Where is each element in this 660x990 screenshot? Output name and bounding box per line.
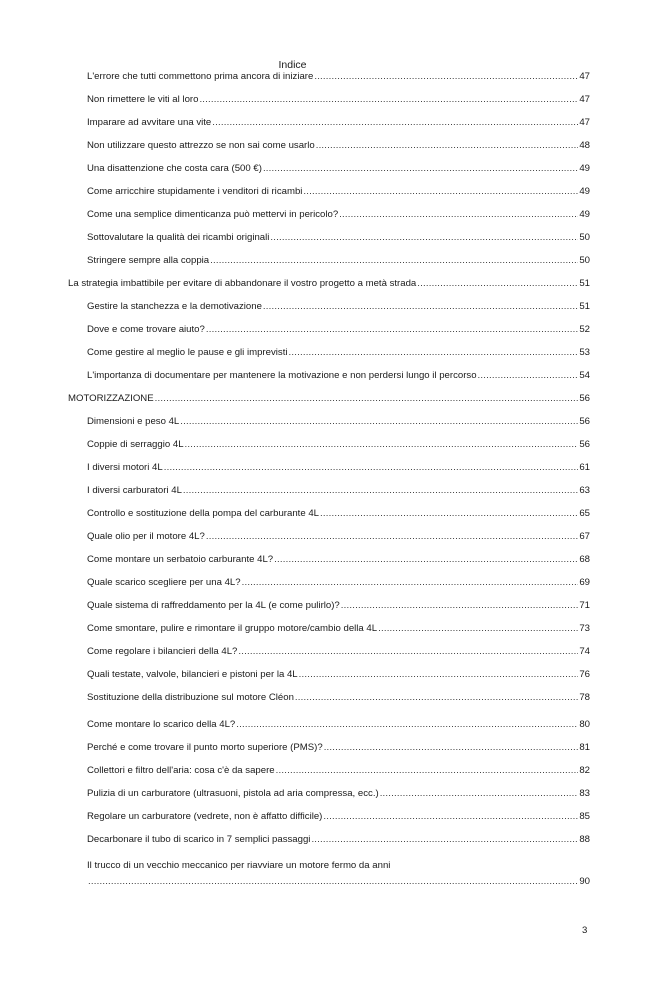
dot-leader (185, 438, 579, 452)
toc-entry-text: L'importanza di documentare per mantenere la motivazione e non perdersi lungo il percorso (87, 370, 477, 381)
toc-page-number: 54 (579, 370, 590, 381)
dot-leader (242, 576, 579, 590)
toc-entry[interactable] (87, 139, 590, 153)
toc-entry[interactable] (68, 277, 590, 291)
toc-page-number: 51 (579, 301, 590, 312)
toc-entry[interactable] (87, 599, 590, 613)
toc-page-number: 81 (579, 742, 590, 753)
dot-leader (155, 392, 579, 406)
dot-leader (206, 323, 578, 337)
dot-leader (303, 185, 578, 199)
toc-page-number: 71 (579, 600, 590, 611)
toc-entry-text: I diversi carburatori 4L (87, 485, 182, 496)
toc-page-number: 61 (579, 462, 590, 473)
toc-entry[interactable] (87, 185, 590, 199)
toc-page-number: 56 (579, 393, 590, 404)
toc-entry-text: Sottovalutare la qualità dei ricambi originali (87, 232, 270, 243)
toc-page-number: 50 (579, 232, 590, 243)
dot-leader (380, 787, 579, 801)
toc-page-number: 85 (579, 811, 590, 822)
toc-entry-text: Gestire la stanchezza e la demotivazione (87, 301, 262, 312)
dot-leader (276, 764, 579, 778)
dot-leader (299, 668, 579, 682)
toc-entry[interactable] (87, 764, 590, 778)
toc-entry[interactable] (87, 645, 590, 659)
toc-entry[interactable] (87, 116, 590, 130)
toc-entry[interactable] (87, 787, 590, 801)
toc-entry[interactable] (87, 70, 590, 84)
toc-page-number: 49 (579, 209, 590, 220)
toc-entry-text: Una disattenzione che costa cara (500 €) (87, 163, 262, 174)
dot-leader (238, 645, 578, 659)
toc-entry[interactable] (87, 530, 590, 544)
toc-entry-text: Come una semplice dimenticanza può mettervi in pericolo? (87, 209, 339, 220)
dot-leader (417, 277, 578, 291)
toc-entry[interactable] (87, 369, 590, 383)
toc-entry-text: Quale sistema di raffreddamento per la 4L (e come pulirlo)? (87, 600, 340, 611)
toc-page-number: 56 (579, 439, 590, 450)
toc-entry[interactable] (87, 208, 590, 222)
toc-page-number: 68 (579, 554, 590, 565)
toc-entry-text: Perché e come trovare il punto morto superiore (PMS)? (87, 742, 323, 753)
toc-entry-text: Quali testate, valvole, bilancieri e pistoni per la 4L (87, 669, 298, 680)
toc-entry-text: Non rimettere le viti al loro (87, 94, 199, 105)
toc-entry-text: Regolare un carburatore (vedrete, non è affatto difficile) (87, 811, 323, 822)
dot-leader (180, 415, 578, 429)
toc-entry[interactable] (87, 93, 590, 107)
dot-leader (311, 833, 578, 847)
toc-page-number: 47 (579, 117, 590, 128)
toc-page-number: 47 (579, 71, 590, 82)
dot-leader (339, 208, 578, 222)
toc-entry-text: Controllo e sostituzione della pompa del carburante 4L (87, 508, 319, 519)
toc-entry[interactable] (87, 718, 590, 732)
toc-entry-text: Come gestire al meglio le pause e gli imprevisti (87, 347, 288, 358)
toc-entry-text: Collettori e filtro dell'aria: cosa c'è da sapere (87, 765, 275, 776)
toc-page-number: 90 (579, 876, 590, 887)
dot-leader (199, 93, 578, 107)
toc-entry-text: Quale scarico scegliere per una 4L? (87, 577, 241, 588)
dot-leader (314, 70, 578, 84)
dot-leader (210, 254, 578, 268)
toc-page-number: 78 (579, 692, 590, 703)
toc-entry[interactable] (87, 346, 590, 360)
dot-leader (164, 461, 579, 475)
dot-leader (478, 369, 579, 383)
dot-leader (270, 231, 578, 245)
toc-entry-text: Non utilizzare questo attrezzo se non sai come usarlo (87, 140, 315, 151)
dot-leader (263, 162, 578, 176)
toc-entry[interactable] (87, 691, 590, 705)
dot-leader (274, 553, 578, 567)
toc-page-number: 56 (579, 416, 590, 427)
toc-page-number: 63 (579, 485, 590, 496)
toc-entry-text: Coppie di serraggio 4L (87, 439, 184, 450)
dot-leader (88, 875, 578, 889)
dot-leader (212, 116, 578, 130)
toc-page-number: 48 (579, 140, 590, 151)
toc-page-number: 49 (579, 186, 590, 197)
toc-page-number: 73 (579, 623, 590, 634)
toc-page-number: 53 (579, 347, 590, 358)
toc-page-number: 83 (579, 788, 590, 799)
dot-leader (320, 507, 578, 521)
toc-entry[interactable] (87, 553, 590, 567)
toc-entry[interactable] (87, 484, 590, 498)
toc-entry[interactable] (87, 622, 590, 636)
toc-entry-text: Come regolare i bilancieri della 4L? (87, 646, 238, 657)
toc-entry-text: Dove e come trovare aiuto? (87, 324, 205, 335)
toc-entry-text: Decarbonare il tubo di scarico in 7 semplici passaggi (87, 834, 311, 845)
dot-leader (323, 810, 578, 824)
toc-entry[interactable] (87, 507, 590, 521)
toc-entry-text: L'errore che tutti commettono prima ancora di iniziare (87, 71, 314, 82)
toc-entry[interactable] (87, 668, 590, 682)
toc-entry-text: Come montare un serbatoio carburante 4L? (87, 554, 274, 565)
toc-page-number: 49 (579, 163, 590, 174)
toc-entry[interactable] (87, 576, 590, 590)
dot-leader (236, 718, 578, 732)
toc-entry[interactable] (68, 392, 590, 406)
toc-page-number: 82 (579, 765, 590, 776)
toc-page-number: 80 (579, 719, 590, 730)
toc-entry[interactable] (87, 323, 590, 337)
toc-entry-text: Quale olio per il motore 4L? (87, 531, 205, 542)
dot-leader (341, 599, 579, 613)
toc-entry[interactable] (87, 741, 590, 755)
toc-entry-text: Sostituzione della distribuzione sul motore Cléon (87, 692, 294, 703)
toc-entry-text: Pulizia di un carburatore (ultrasuoni, pistola ad aria compressa, ecc.) (87, 788, 379, 799)
toc-entry[interactable] (87, 415, 590, 429)
toc-entry[interactable] (87, 438, 590, 452)
dot-leader (295, 691, 578, 705)
toc-entry-text: La strategia imbattibile per evitare di abbandonare il vostro progetto a metà strada (68, 278, 417, 289)
dot-leader (183, 484, 578, 498)
dot-leader (289, 346, 579, 360)
toc-title: Indice (278, 59, 307, 71)
toc-entry-text: Imparare ad avvitare una vite (87, 117, 212, 128)
toc-entry-text: Come montare lo scarico della 4L? (87, 719, 236, 730)
toc-page-number: 47 (579, 94, 590, 105)
toc-entry-text: Stringere sempre alla coppia (87, 255, 210, 266)
toc-entry[interactable] (87, 833, 590, 847)
toc-page-number: 52 (579, 324, 590, 335)
toc-entry-text: I diversi motori 4L (87, 462, 163, 473)
toc-page-number: 88 (579, 834, 590, 845)
dot-leader (378, 622, 578, 636)
toc-page-number: 65 (579, 508, 590, 519)
toc-entry[interactable] (87, 300, 590, 314)
toc-entry[interactable] (87, 231, 590, 245)
toc-entry-wrapped-text: Il trucco di un vecchio meccanico per riavviare un motore fermo da anni (87, 860, 391, 871)
toc-page-number: 67 (579, 531, 590, 542)
toc-entry[interactable] (87, 461, 590, 475)
dot-leader (324, 741, 579, 755)
page-number: 3 (582, 925, 588, 936)
toc-entry-text: Dimensioni e peso 4L (87, 416, 180, 427)
toc-page-number: 69 (579, 577, 590, 588)
dot-leader (206, 530, 578, 544)
toc-page-number: 51 (579, 278, 590, 289)
dot-leader (263, 300, 578, 314)
dot-leader (316, 139, 579, 153)
toc-entry-text: MOTORIZZAZIONE (68, 393, 154, 404)
toc-entry[interactable] (87, 810, 590, 824)
toc-entry[interactable] (87, 162, 590, 176)
toc-page-number: 50 (579, 255, 590, 266)
toc-entry[interactable] (87, 254, 590, 268)
toc-entry-wrapped-leader[interactable] (87, 875, 590, 889)
toc-page-number: 74 (579, 646, 590, 657)
toc-page-number: 76 (579, 669, 590, 680)
toc-entry-text: Come smontare, pulire e rimontare il gruppo motore/cambio della 4L (87, 623, 378, 634)
toc-entry-text: Come arricchire stupidamente i venditori di ricambi (87, 186, 303, 197)
